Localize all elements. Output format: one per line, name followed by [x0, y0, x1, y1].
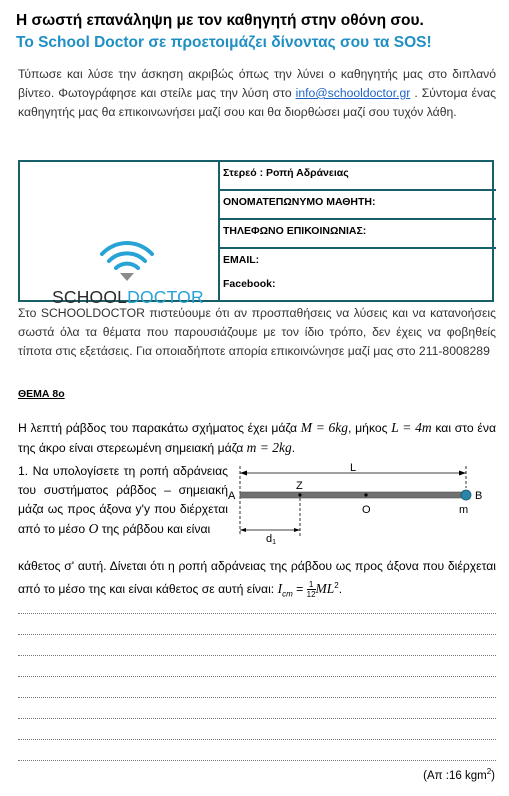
formula-ML: ML — [315, 581, 335, 597]
length-L: L = 4m — [391, 420, 432, 435]
label-d — [266, 533, 276, 546]
email-link[interactable]: info@schooldoctor.gr — [295, 86, 411, 100]
answer-text: (Απ :16 kgm — [423, 769, 487, 782]
problem-title: ΘΕΜΑ 8ο — [18, 388, 65, 400]
wifi-logo-icon — [98, 234, 156, 282]
intro-paragraph — [18, 65, 496, 122]
statement-part: Η λεπτή ράβδος του παρακάτω σχήματος έχει μάζα — [18, 421, 301, 435]
point-O: O — [88, 521, 99, 536]
subject-label: Στερεό : Ροπή Αδράνειας — [223, 167, 349, 179]
question-text: κάθετος σ' αυτή. Δίνεται ότι η ροπή αδράνειας της ράβδου ως προς άξονα που διέρχεται από το μέσο της και είναι κάθετος σε αυτή είναι: — [18, 559, 496, 597]
answer-line[interactable] — [18, 613, 496, 614]
answer-line[interactable] — [18, 697, 496, 698]
mass-m: m = 2kg — [246, 440, 292, 455]
answer-line[interactable] — [18, 718, 496, 719]
statement-part: , μήκος — [348, 421, 392, 435]
answer-hint — [423, 767, 495, 782]
formula-I: I — [277, 581, 283, 597]
label-O: O — [362, 504, 371, 516]
email-label: EMAIL: — [223, 254, 260, 266]
logo-school: SCHOOL — [52, 287, 128, 307]
facebook-label: Facebook: — [223, 278, 276, 290]
label-B: B — [475, 490, 483, 502]
question-1-part-a — [18, 462, 228, 539]
frac-den: 12 — [306, 590, 316, 600]
intro-text-before: Τύπωσε και λύσε την άσκηση ακριβώς όπως την λύνει ο καθηγητής μας στο διπλανό βίντεο. Φωτογράφησε και στείλε μας την λύση στο — [18, 67, 496, 100]
header-line-1: Η σωστή επανάληψη με τον καθηγητή στην οθόνη σου. — [16, 12, 424, 29]
formula-end: . — [338, 582, 343, 597]
phone-row[interactable] — [218, 220, 496, 249]
phone-label: ΤΗΛΕΦΩΝΟ ΕΠΙΚΟΙΝΩΝΙΑΣ: — [223, 225, 367, 237]
label-d-main: d — [266, 533, 273, 545]
answer-end: ) — [491, 769, 495, 782]
rod — [240, 492, 466, 498]
label-L: L — [350, 462, 357, 474]
problem-statement — [18, 418, 496, 458]
statement-part: . — [291, 441, 296, 455]
label-d-sub: 1 — [272, 539, 277, 546]
student-name-label: ΟΝΟΜΑΤΕΠΩΝΥΜΟ ΜΑΘΗΤΗ: — [223, 196, 376, 208]
student-info-card — [18, 160, 494, 307]
formula-sup: 2 — [334, 581, 339, 590]
answer-line[interactable] — [18, 634, 496, 635]
question-1-part-b — [18, 557, 496, 604]
answer-line[interactable] — [18, 655, 496, 656]
formula-eq: = — [292, 582, 307, 597]
intro-text-after: . Σύντομα ένας καθηγητής μας θα επικοινωνήσει μαζί σου και θα διορθώσει μαζί σου τυχόν λάθη. — [18, 86, 496, 119]
question-text: της ράβδου και είναι — [98, 522, 211, 536]
answer-line[interactable] — [18, 760, 496, 761]
label-m: m — [459, 504, 469, 516]
after-card-paragraph: Στο SCHOOLDOCTOR πιστεύουμε ότι αν προσπαθήσεις να λύσεις και να κατανοήσεις σωστά όλα τα θέματα που παρουσιάζουμε με τον ίδιο τρόπο, δεν έχεις να φοβηθείς τίποτα στις εξετάσεις. Για οποιαδήποτε απορία επικοινώνησε μαζί μας στο 211-8008289 — [18, 306, 496, 358]
statement-part: και στο ένα της άκρο είναι στερεωμένη σημειακή μάζα — [18, 421, 497, 455]
point-O-mark — [364, 493, 367, 496]
header-line-2: Το School Doctor σε προετοιμάζει δίνοντας σου τα SOS! — [16, 34, 432, 51]
label-A: A — [228, 490, 236, 502]
answer-line[interactable] — [18, 739, 496, 740]
answer-line[interactable] — [18, 676, 496, 677]
formula-sub: cm — [282, 589, 293, 599]
formula-fraction — [307, 580, 316, 599]
point-mass-m — [461, 490, 471, 500]
student-name-row[interactable] — [218, 191, 496, 220]
answer-sup: 2 — [486, 767, 492, 776]
mass-M: M = 6kg — [300, 420, 349, 435]
frac-num: 1 — [307, 580, 316, 590]
question-text: 1. Να υπολογίσετε τη ροπή αδράνειας του συστήματος ράβδος – σημειακή μάζα ως προς άξονα y'y που διέρχεται από το μέσο — [18, 464, 228, 536]
email-facebook-row[interactable] — [218, 249, 496, 302]
label-Z: Z — [296, 480, 303, 492]
point-Z — [298, 493, 301, 496]
subject-row — [218, 162, 496, 191]
rod-diagram — [226, 458, 496, 548]
logo-doctor: DOCTOR — [127, 287, 204, 307]
